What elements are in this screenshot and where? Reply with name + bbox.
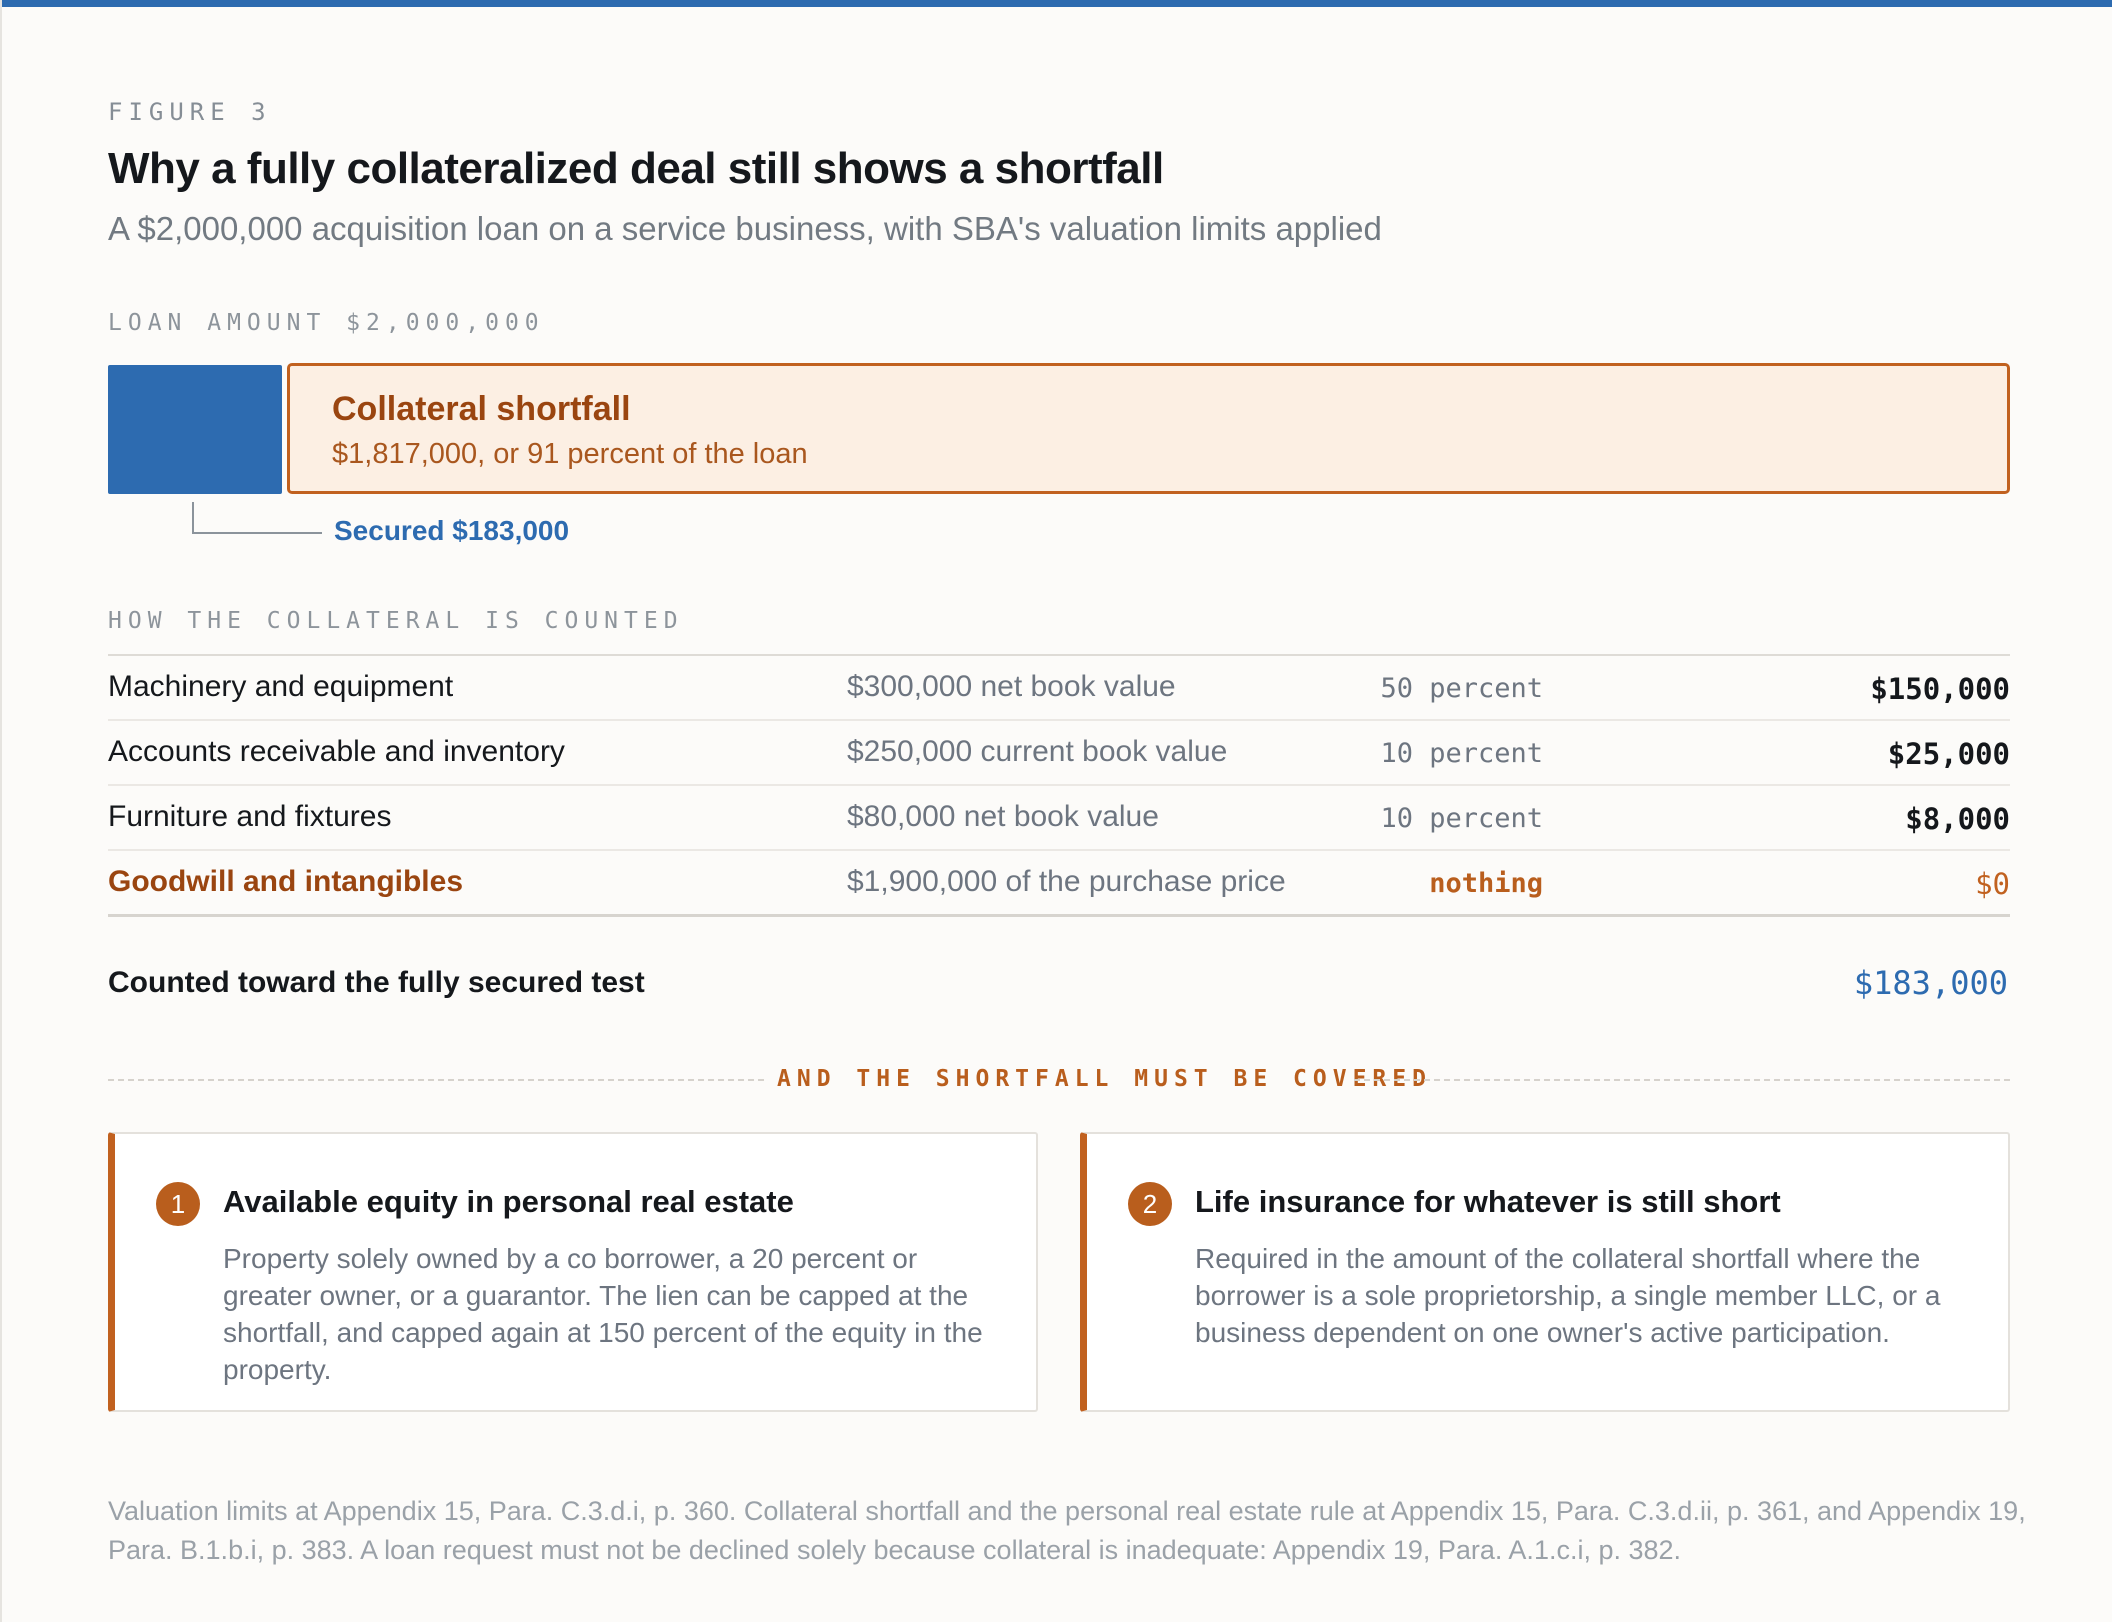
row-basis: $80,000 net book value	[847, 800, 1159, 833]
step-number-badge: 2	[1128, 1182, 1172, 1226]
row-rate: nothing	[1429, 868, 1543, 899]
footnote-line-2: Para. B.1.b.i, p. 383. A loan request must not be declined solely because collateral is inadequate: Appendix 19, Para. A.1.c.i, p. 382.	[108, 1535, 1682, 1565]
card-body: Required in the amount of the collateral shortfall where the borrower is a sole proprietorship, a single member LLC, or a business dependent on one owner's active participation.	[1195, 1243, 1941, 1348]
divider-dash-left	[108, 1079, 764, 1081]
footnote-line-1: Valuation limits at Appendix 15, Para. C.3.d.i, p. 360. Collateral shortfall and the personal real estate rule at Appendix 15, Para. C.3.d.ii, p. 361, and Appendix 19,	[108, 1496, 2026, 1526]
row-name: Machinery and equipment	[108, 670, 454, 703]
table-row	[108, 721, 2010, 786]
shortfall-detail: $1,817,000, or 91 percent of the loan	[332, 438, 808, 470]
collateral-table	[108, 654, 2010, 917]
figure-label: FIGURE 3	[108, 98, 272, 126]
secured-leader-line	[192, 502, 322, 534]
row-name: Accounts receivable and inventory	[108, 735, 565, 768]
total-label: Counted toward the fully secured test	[108, 966, 645, 999]
total-value: $183,000	[1853, 964, 2008, 1002]
card-title: Life insurance for whatever is still short	[1195, 1184, 1781, 1219]
row-name: Furniture and fixtures	[108, 800, 392, 833]
row-value: $8,000	[1905, 802, 2010, 836]
secured-label: Secured $183,000	[334, 515, 570, 546]
shortfall-bar-segment	[287, 363, 2010, 494]
divider-label: AND THE SHORTFALL MUST BE COVERED	[777, 1066, 1432, 1092]
row-basis: $300,000 net book value	[847, 670, 1176, 703]
row-value: $25,000	[1887, 737, 2010, 771]
row-rate: 10 percent	[1380, 803, 1543, 834]
row-value: $0	[1975, 867, 2010, 901]
row-rate: 10 percent	[1380, 738, 1543, 769]
requirement-card-2	[1080, 1132, 2010, 1412]
card-title: Available equity in personal real estate	[223, 1184, 794, 1219]
row-value: $150,000	[1870, 672, 2010, 706]
requirement-card-1	[108, 1132, 1038, 1412]
row-basis: $1,900,000 of the purchase price	[847, 865, 1286, 898]
divider-dash-right	[1354, 1079, 2010, 1081]
shortfall-title: Collateral shortfall	[332, 390, 631, 428]
table-row-goodwill	[108, 851, 2010, 917]
row-name: Goodwill and intangibles	[108, 865, 464, 898]
secured-bar-segment	[108, 365, 282, 494]
table-row	[108, 786, 2010, 851]
row-rate: 50 percent	[1380, 673, 1543, 704]
figure-subtitle: A $2,000,000 acquisition loan on a service business, with SBA's valuation limits applied	[108, 210, 1382, 247]
figure-title: Why a fully collateralized deal still shows a shortfall	[108, 144, 1164, 193]
table-row	[108, 656, 2010, 721]
row-basis: $250,000 current book value	[847, 735, 1228, 768]
collateral-section-label: HOW THE COLLATERAL IS COUNTED	[108, 608, 684, 634]
card-body: Property solely owned by a co borrower, a 20 percent or greater owner, or a guarantor. The lien can be capped at the shortfall, and capped again at 150 percent of the equity in the property.	[223, 1243, 983, 1385]
step-number-badge: 1	[156, 1182, 200, 1226]
source-footnote	[108, 1492, 2112, 1570]
loan-amount-label: LOAN AMOUNT $2,000,000	[108, 310, 545, 336]
